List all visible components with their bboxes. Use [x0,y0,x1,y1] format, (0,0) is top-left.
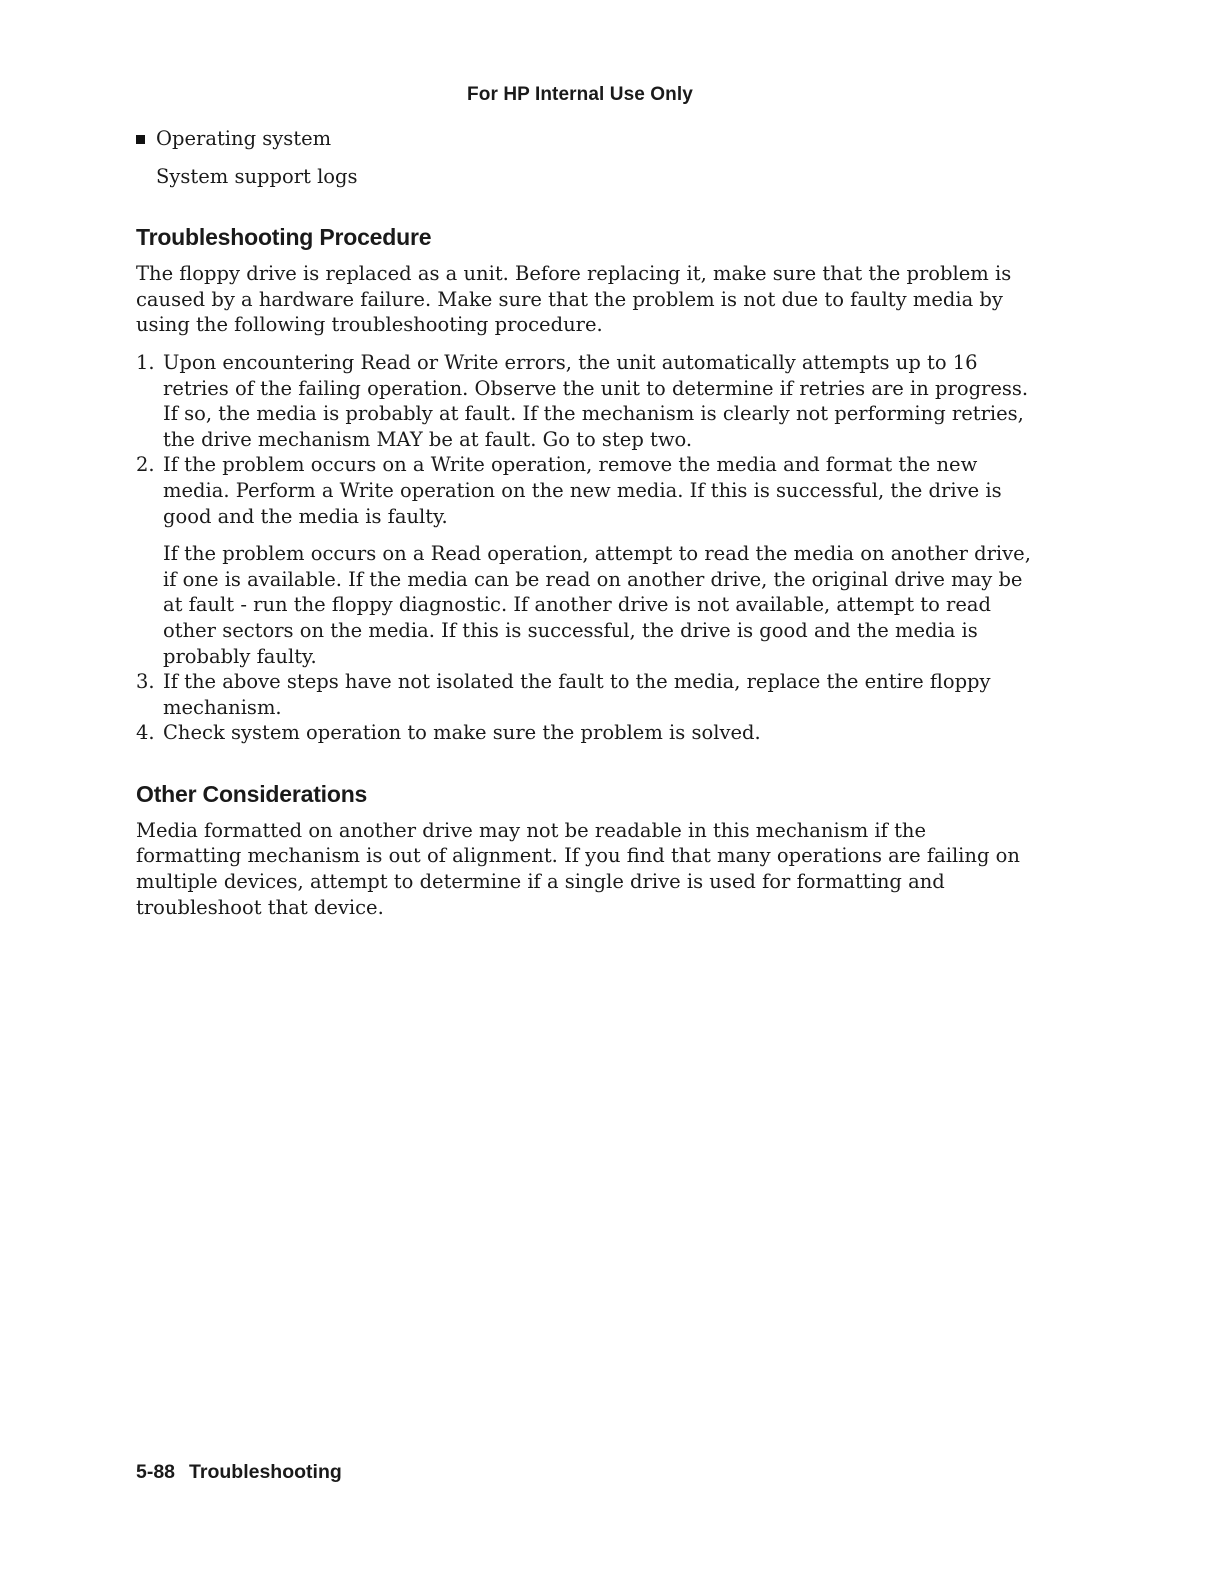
bullet-title: Operating system [156,127,332,150]
bullet-item [136,126,1036,152]
page-footer [136,1461,342,1484]
other-considerations-text: Media formatted on another drive may not be readable in this mechanism if the formatting mechanism is out of alignment. If you find that many operations are failing on multiple devices, attempt to determine if a single drive is used for formatting and troubleshoot that device. [136,818,1020,919]
step-text: If the problem occurs on a Write operation, remove the media and format the new media. Perform a Write operation on the new media. If this is successful, the drive is good and the media is faulty. [163,453,1002,528]
procedure-steps [136,350,1036,746]
step-number: 1. [136,350,155,374]
step-text: Check system operation to make sure the problem is solved. [163,721,761,745]
page-content [136,126,1036,920]
step-number: 2. [136,453,155,477]
troubleshooting-intro: The floppy drive is replaced as a unit. Before replacing it, make sure that the problem is caused by a hardware failure. Make sure that the problem is not due to faulty media by using the following troubleshooting procedure. [136,262,1012,337]
page-number: 5-88 [136,1461,176,1483]
page-header: For HP Internal Use Only [467,84,693,105]
step-text: Upon encountering Read or Write errors, the unit automatically attempts up to 16 retries of the failing operation. Observe the unit to determine if retries are in progress. If so, the media is probably at fault. If the mechanism is clearly not performing retries, the drive mechanism MAY be at fault. Go to step two. [163,350,1029,451]
step-item [136,350,1036,452]
step-item [136,452,1036,669]
troubleshooting-heading: Troubleshooting Procedure [136,224,432,251]
bullet-subitem: System support logs [156,164,358,188]
step-item [136,669,1036,720]
footer-section: Troubleshooting [189,1461,342,1483]
step-extra-paragraph: If the problem occurs on a Read operation, attempt to read the media on another drive, if one is available. If the media can be read on another drive, the original drive may be at fault - run the floppy diagnostic. If another drive is not available, attempt to read other sectors on the media. If this is successful, the drive is good and the media is probably faulty. [163,542,1031,668]
step-text: If the above steps have not isolated the fault to the media, replace the entire floppy mechanism. [163,670,991,719]
other-considerations-heading: Other Considerations [136,780,368,807]
step-item [136,720,1036,746]
square-bullet-icon [136,135,145,144]
step-number: 4. [136,721,155,745]
step-number: 3. [136,670,155,694]
